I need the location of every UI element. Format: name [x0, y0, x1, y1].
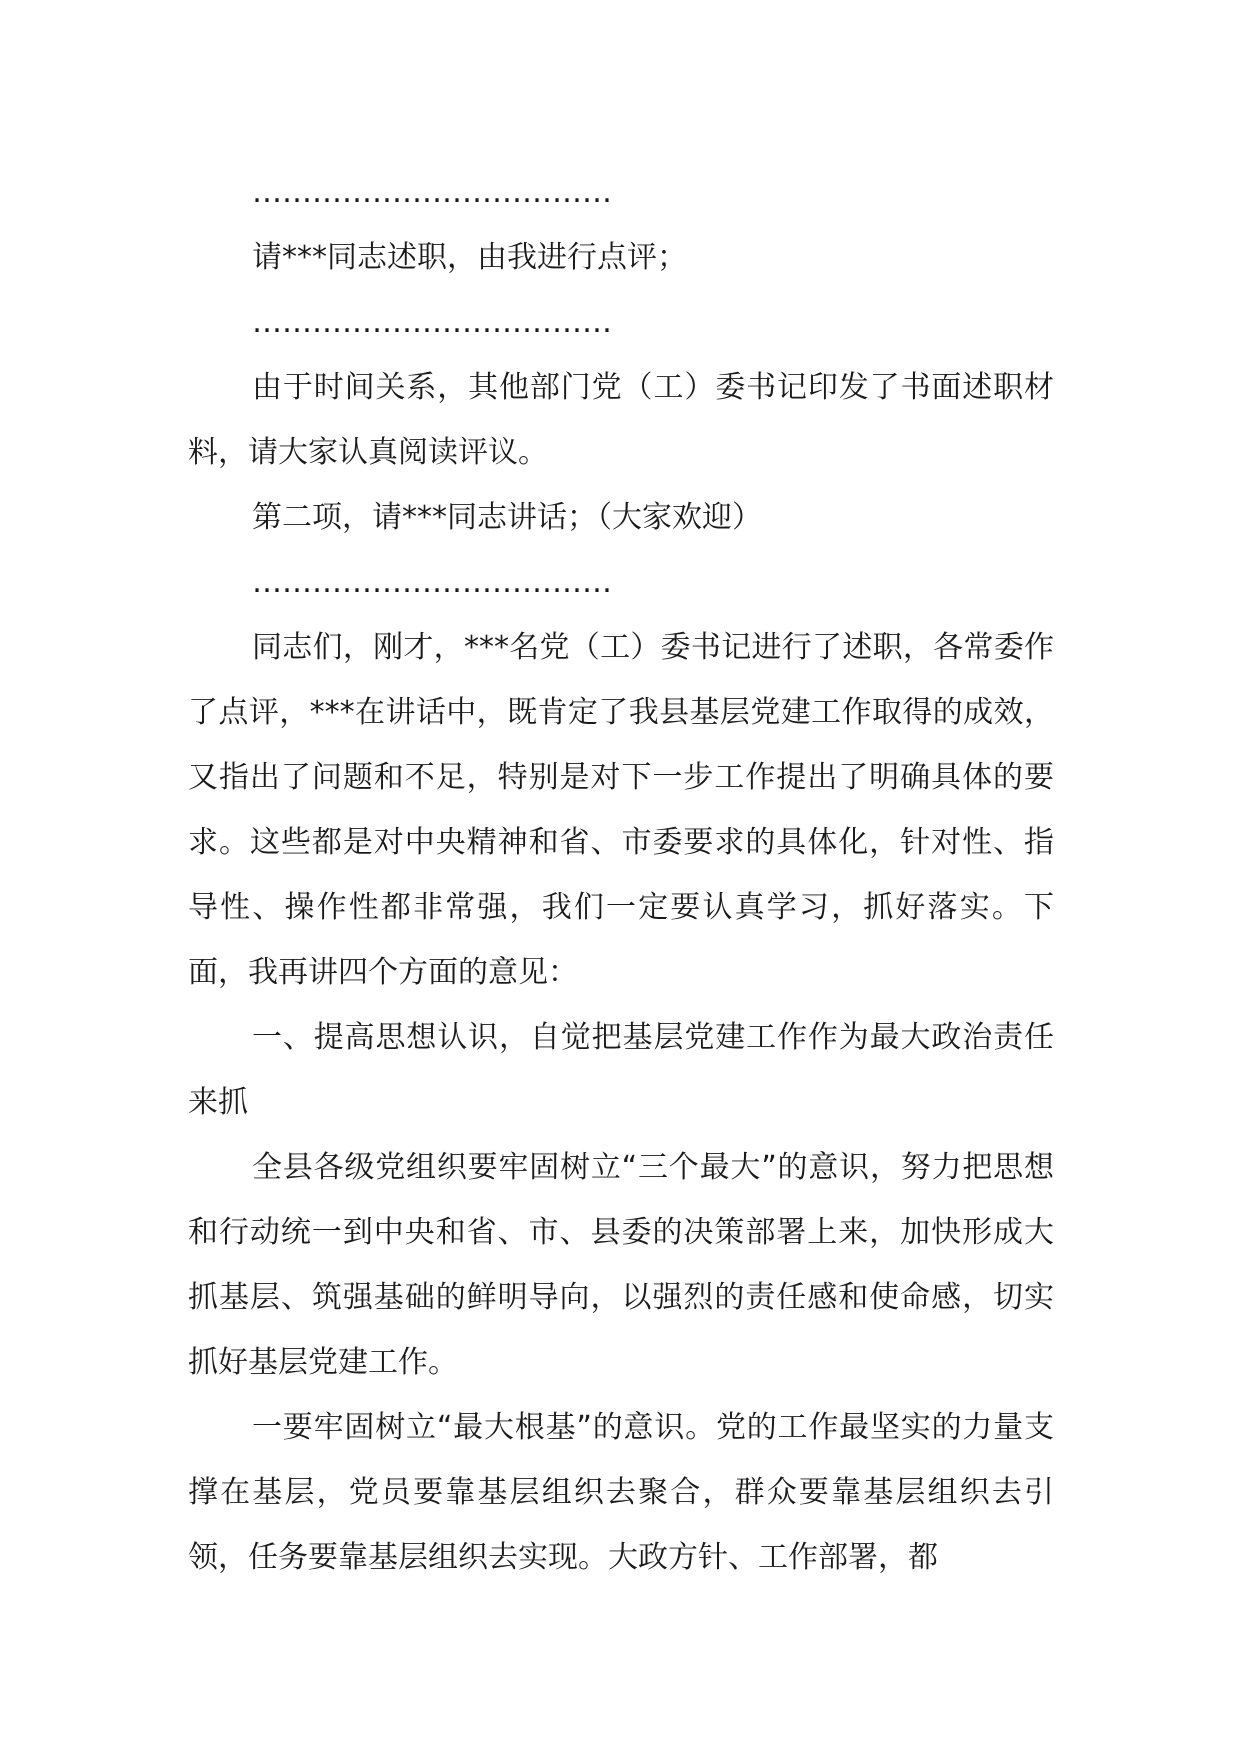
paragraph: 全县各级党组织要牢固树立“三个最大”的意识，努力把思想和行动统一到中央和省、市、县委的决策部署上来，加快形成大抓基层、筑强基础的鲜明导向，以强烈的责任感和使命感，切实抓好基层党建工作。	[188, 1150, 1054, 1380]
paragraph: 请***同志述职，由我进行点评；	[252, 240, 687, 275]
paragraph: 第二项，请***同志讲话；（大家欢迎）	[252, 500, 762, 535]
section-heading: 一、提高思想认识，自觉把基层党建工作作为最大政治责任来抓	[188, 1020, 1054, 1120]
ellipsis-line: ………………………………	[252, 565, 612, 600]
ellipsis-line: ………………………………	[252, 175, 612, 210]
paragraph: 由于时间关系，其他部门党（工）委书记印发了书面述职材料，请大家认真阅读评议。	[188, 370, 1054, 470]
paragraph: 同志们，刚才，***名党（工）委书记进行了述职，各常委作了点评，***在讲话中，既肯定了我县基层党建工作取得的成效，又指出了问题和不足，特别是对下一步工作提出了明确具体的要求。这些都是对中央精神和省、市委要求的具体化，针对性、指导性、操作性都非常强，我们一定要认真学习，抓好落实。下面，我再讲四个方面的意见：	[188, 630, 1054, 990]
document-body	[188, 160, 1054, 1590]
ellipsis-line: ………………………………	[252, 305, 612, 340]
paragraph: 一要牢固树立“最大根基”的意识。党的工作最坚实的力量支撑在基层，党员要靠基层组织去聚合，群众要靠基层组织去引领，任务要靠基层组织去实现。大政方针、工作部署，都	[188, 1410, 1054, 1575]
